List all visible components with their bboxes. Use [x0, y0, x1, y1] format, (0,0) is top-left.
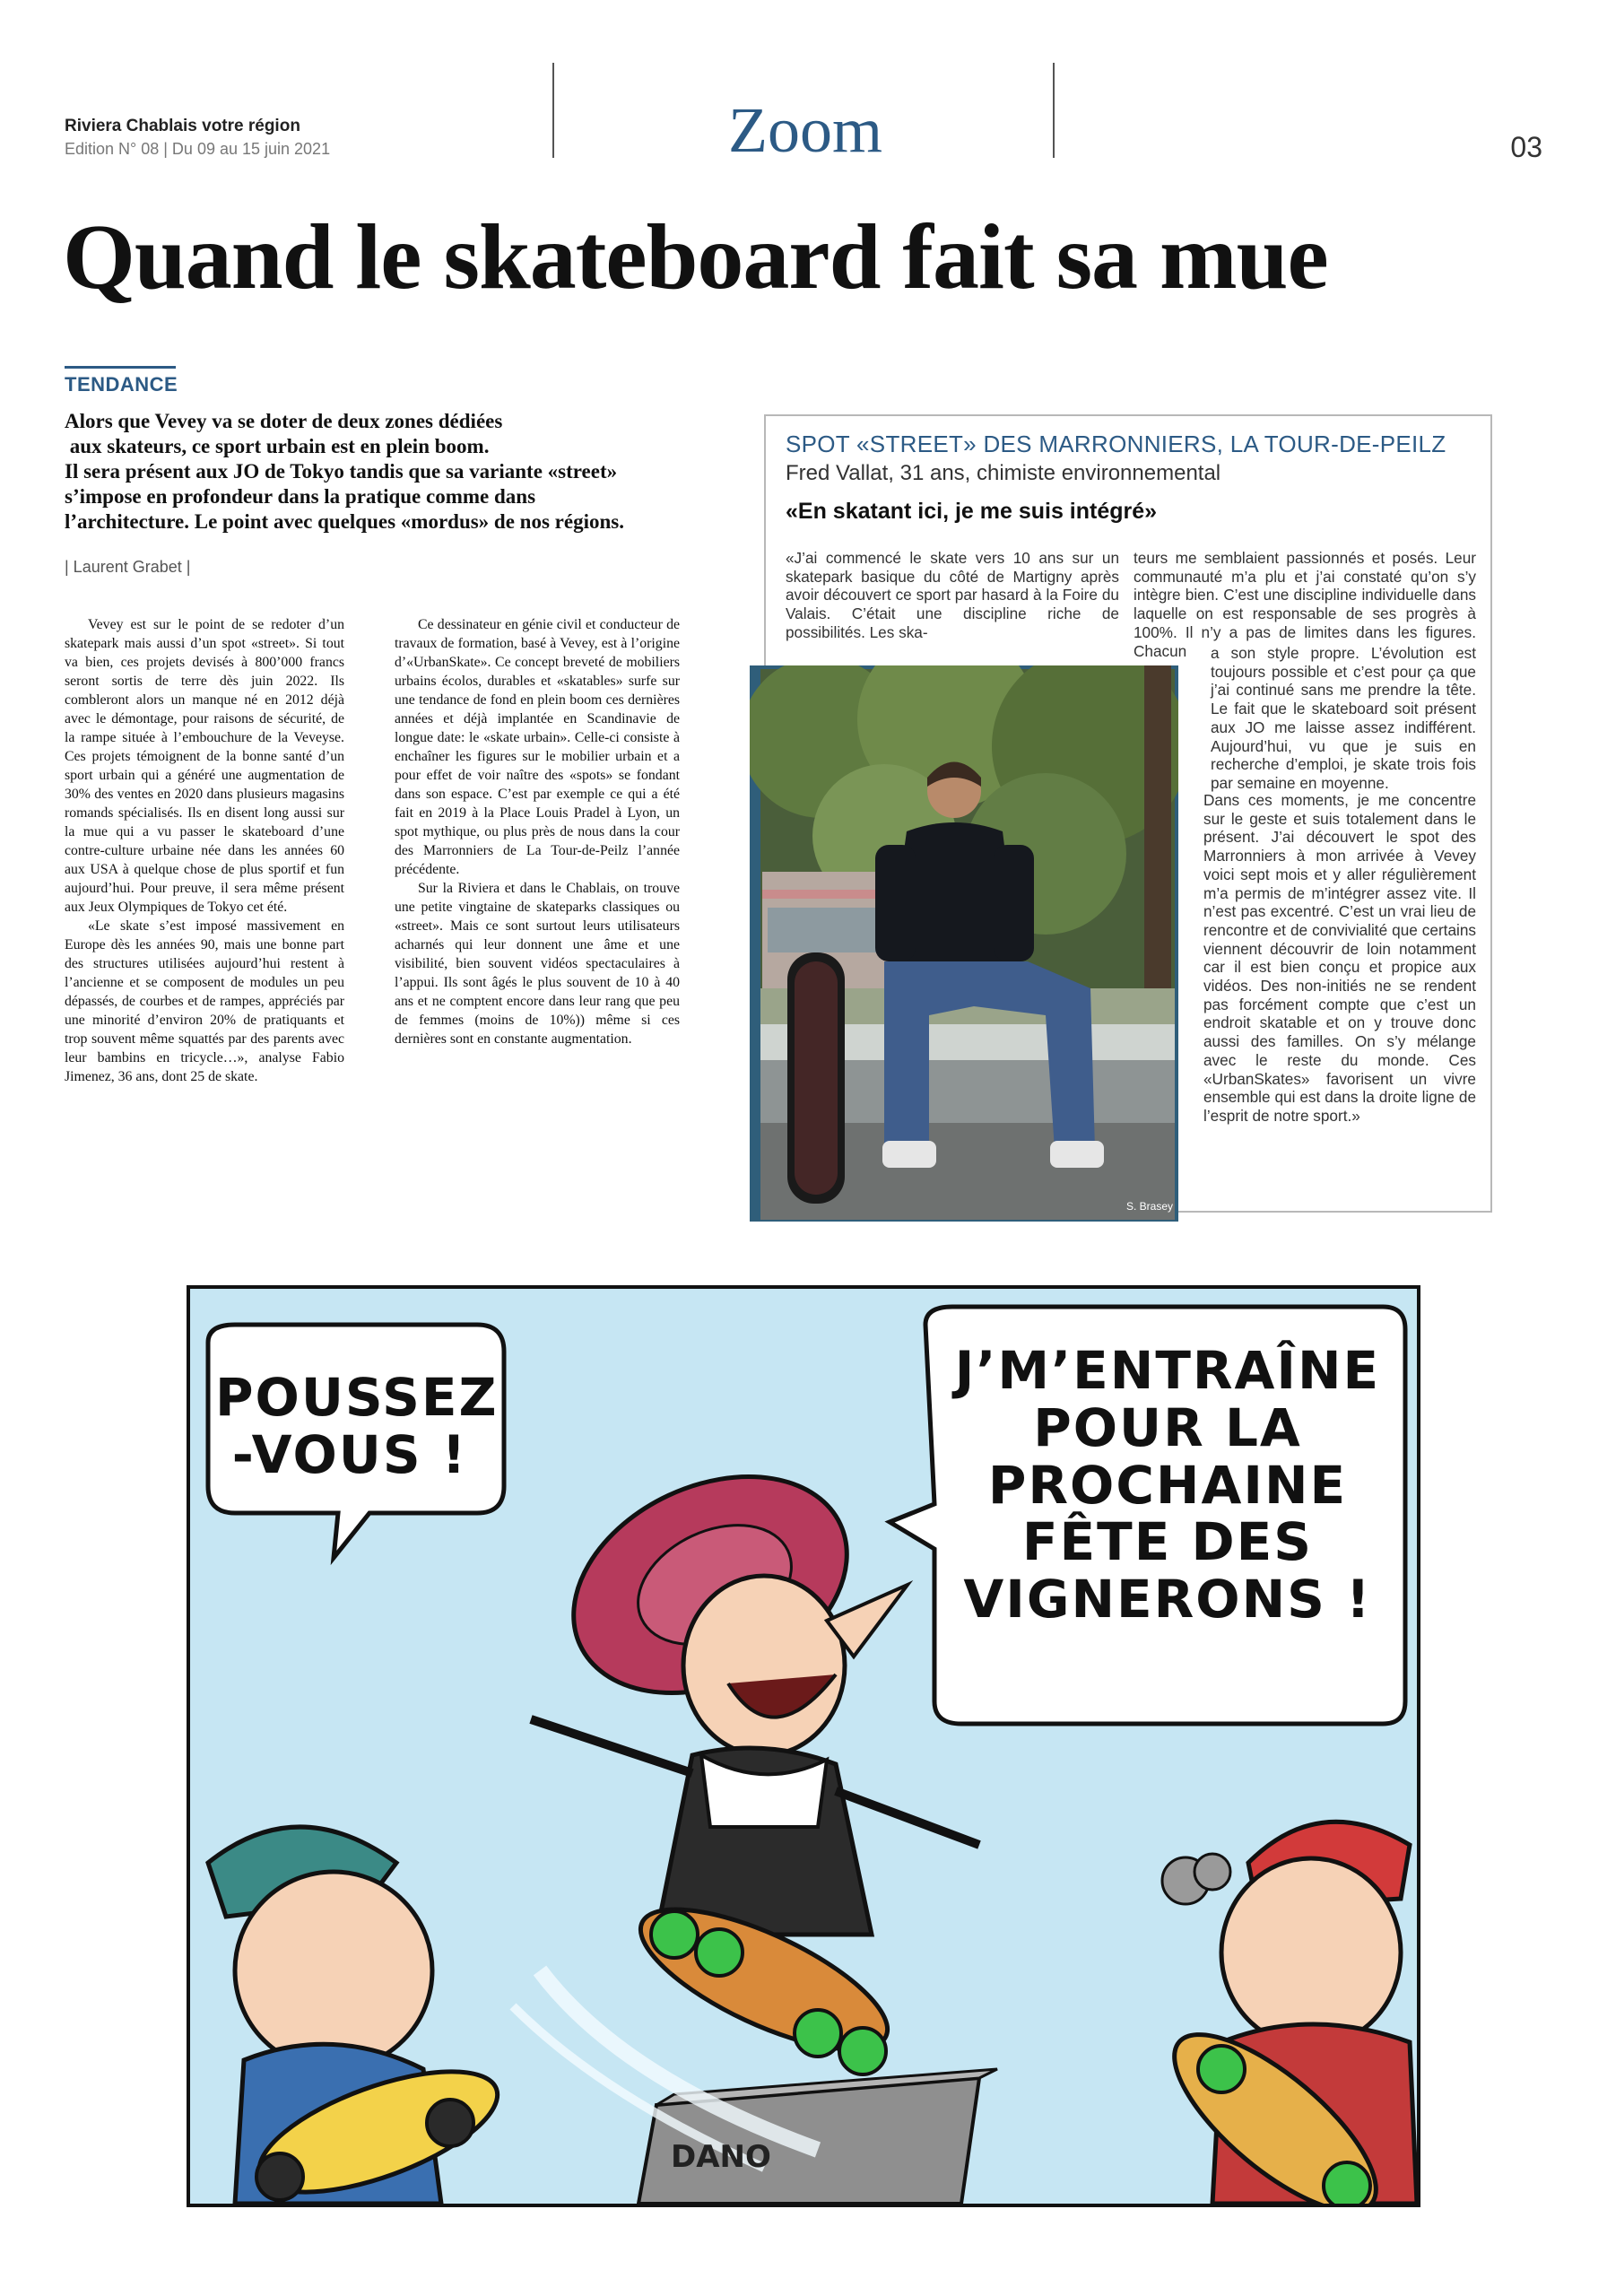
article-lead [65, 409, 656, 535]
paragraph: Ce dessinateur en génie civil et conducteur de travaux de formation, basé à Vevey, est à l’origine d’«UrbanSkate». Ce concept breveté de mobiliers urbains écolos, durables et «skatables» surfe sur une tendance de fond en plein boom ces dernières années et déjà implantée en Scandinavie de longue date: le «skate urbain». Celle-ci consiste à enchaîner les figures sur le mobilier urbain et a pour effet de voir naître des «spots» se fondant dans son espace. C’est par exemple ce qui a été fait en 2019 à la Place Louis Pradel à Lyon, un spot mythique, ou plus près de nous dans la cour des Marronniers de La Tour-de-Peilz l’année précédente. [395, 617, 680, 877]
paragraph: Sur la Riviera et dans le Chablais, on trouve une petite vingtaine de skateparks classiques ou «street». Mais ce sont surtout leurs utilisateurs acharnés qui leur donnent une âme et une visibilité, bien souvent vidéos spectaculaires à l’appui. Ils sont âgés le plus souvent de 10 à 40 ans et ne comptent encore dans leur rang que peu de femmes (moins de 10%)) même si ces dernières sont en constante augmentation. [395, 881, 680, 1047]
lead-line: l’architecture. Le point avec quelques «mordus» de nos régions. [65, 510, 624, 533]
article-author: | Laurent Grabet | [65, 558, 191, 576]
lead-line: aux skateurs, ce sport urbain est en plein boom. [65, 435, 490, 457]
lead-line: s’impose en profondeur dans la pratique comme dans [65, 485, 536, 508]
edition-info: Edition N° 08 | Du 09 au 15 juin 2021 [65, 140, 331, 158]
article-tag: TENDANCE [65, 373, 178, 396]
article-column-1 [65, 615, 344, 1086]
cartoon-bubble-right: J’M’ENTRAÎNE POUR LA PROCHAINE FÊTE DES VIGNERONS ! [954, 1340, 1381, 1631]
header-divider-left [552, 63, 554, 158]
sidebar-text-part-2: teurs me semblaient passionnés et posés. Leur communauté m’a plu et j’ai constaté qu’on s’y intègre bien. C’est une discipline individuelle dans laquelle on est responsable de ses progrès à 100%. Il n’y a pas de limites dans les figures. Chacun [1134, 549, 1476, 660]
page-number: 03 [1510, 131, 1542, 163]
section-title: Zoom [728, 94, 882, 166]
sidebar-text-part-4: Dans ces moments, je me concentre sur le geste et suis totalement dans le présent. J’ai découvert le spot des Marronniers à mon arrivée à Vevey voici sept mois et y aller régulièrement m’a permis de m’intégrer assez vite. Il n’est pas excentré. C’est un vrai lieu de rencontre et de convivialité que certains viennent découvrir de loin notamment car il est bien conçu et propice aux vidéos. Des non-initiés ne se rendent pas forcément compte que c’est un endroit skatable et on y trouve donc aussi des familles. On s’y mélange avec le reste du monde. Ces «UrbanSkates» favorisent un vivre ensemble qui est dans la droite ligne de l’esprit de notre sport.» [1203, 791, 1476, 1125]
cartoon-bubble-left: POUSSEZ -VOUS ! [215, 1367, 499, 1485]
publication-name: Riviera Chablais votre région [65, 117, 300, 135]
skater-photo [750, 665, 1178, 1222]
sidebar-person: Fred Vallat, 31 ans, chimiste environnemental [786, 461, 1221, 485]
cartoon-panel [187, 1285, 1420, 2207]
paragraph: «Le skate s’est imposé massivement en Europe dès les années 90, mais une bonne part des structures utilisées aujourd’hui restent à l’ancienne et se composent de modules un peu dépassés, de courbes et de rampes, appréciés par une minorité d’environ 20% de pratiquants et trop souvent même squattés par des parents avec leur bambins en tricycle…», analyse Fabio Jimenez, 36 ans, dont 25 de skate. [65, 918, 344, 1084]
lead-line: Alors que Vevey va se doter de deux zones dédiées [65, 410, 503, 432]
sidebar-text-part-3: a son style propre. L’évolution est toujours possible et c’est pour ça que j’ai continué sans me prendre la tête. Le fait que le skateboard soit présent aux JO me laisse assez indifférent. Aujourd’hui, vu que je suis en recherche d’emploi, je skate trois fois par semaine en moyenne. [1211, 644, 1476, 792]
tag-rule [65, 366, 176, 369]
cartoon-signature: DANO [671, 2139, 771, 2175]
sidebar-text-part-1: «J’ai commencé le skate vers 10 ans sur un skatepark basique du côté de Martigny après avoir découvert ce sport par hasard à la Foire du Valais. C’était une discipline riche de possibilités. Les ska- [786, 549, 1119, 641]
headline: Quand le skateboard fait sa mue [63, 205, 1328, 309]
photo-credit: S. Brasey [1126, 1200, 1174, 1213]
lead-line: Il sera présent aux JO de Tokyo tandis que sa variante «street» [65, 460, 618, 483]
paragraph: Vevey est sur le point de se redoter d’un skatepark mais aussi d’un spot «street». Si tout va bien, ces projets devisés à 800’000 francs seront sortis de terre dès juin 2022. Ils combleront alors un manque né en 2012 déjà avec le démontage, pour raisons de sécurité, de la rampe située à l’embouchure de la Veveyse. Ces projets témoignent de la bonne santé d’un sport urbain qui a généré une augmentation de 30% des ventes en 2020 dans plusieurs magasins romands spécialisés. Ils en disent long aussi sur la mue qui a vu passer le skateboard d’une contre-culture urbaine née dans les années 60 aux USA à quelque chose de plus sportif et fun aujourd’hui. Pour preuve, il sera même présent aux Jeux Olympiques de Tokyo cet été. [65, 617, 344, 915]
sidebar-quote: «En skatant ici, je me suis intégré» [786, 499, 1158, 524]
article-column-2 [395, 615, 680, 1048]
sidebar-location: SPOT «STREET» DES MARRONNIERS, LA TOUR-DE-PEILZ [786, 430, 1446, 457]
header-divider-right [1053, 63, 1055, 158]
